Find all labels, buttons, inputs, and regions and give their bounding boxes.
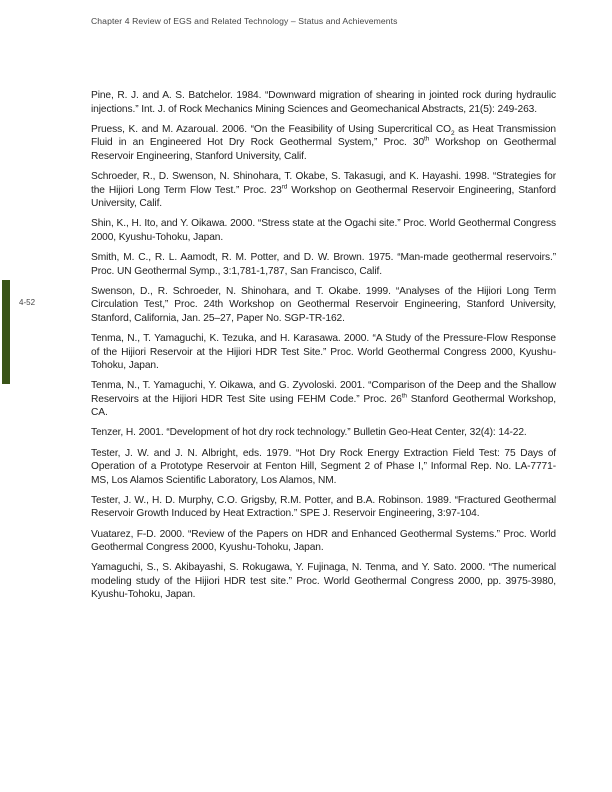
reference-entry [91, 426, 556, 440]
reference-entry [91, 123, 556, 164]
superscript: rd [281, 183, 288, 191]
reference-list [91, 89, 556, 609]
reference-entry [91, 89, 556, 116]
page-number: 4-52 [19, 298, 36, 307]
reference-entry [91, 217, 556, 244]
reference-text: Pruess, K. and M. Azaroual. 2006. “On the Feasibility of Using Supercritical CO [91, 123, 451, 135]
reference-entry [91, 251, 556, 278]
reference-text: Tenzer, H. 2001. “Development of hot dry rock technology.” Bulletin Geo-Heat Center, 32(4): 14-22. [91, 427, 527, 439]
reference-text: Swenson, D., R. Schroeder, N. Shinohara, and T. Okabe. 1999. “Analyses of the Hijiori Long Term Circulation Test,” Proc. 24th Workshop on Geothermal Reservoir Engineering, Stanford University, Stanford, California, Jan. 25–27, Paper No. SGP-TR-162. [91, 285, 556, 324]
reference-text: Tester, J. W., H. D. Murphy, C.O. Grigsby, R.M. Potter, and B.A. Robinson. 1989. “Fractured Geothermal Reservoir Growth Induced by Heat Extraction.” SPE J. Reservoir Engineering, 3:97-104. [91, 494, 556, 520]
reference-entry [91, 332, 556, 373]
superscript: th [424, 135, 430, 143]
reference-text: Schroeder, R., D. Swenson, N. Shinohara, T. Okabe, S. Takasugi, and K. Hayashi. 1998. “Strategies for the Hijiori Long Term Flow Test.” Proc. 23 [91, 170, 556, 196]
reference-entry [91, 494, 556, 521]
reference-text: Pine, R. J. and A. S. Batchelor. 1984. “Downward migration of shearing in jointed rock during hydraulic injections.” Int. J. of Rock Mechanics Mining Sciences and Geomechanical Abstracts, 21(5): 249-263. [91, 90, 556, 115]
reference-entry [91, 561, 556, 602]
reference-text: Smith, M. C., R. L. Aamodt, R. M. Potter, and D. W. Brown. 1975. “Man-made geothermal reservoirs.” Proc. UN Geothermal Symp., 3:1,781-1,787, San Francisco, Calif. [91, 251, 556, 277]
reference-text: Yamaguchi, S., S. Akibayashi, S. Rokugawa, Y. Fujinaga, N. Tenma, and Y. Sato. 2000. “The numerical modeling study of the Hijiori HDR test site.” Proc. World Geothermal Congress 2000, pp. 3975-3980, Kyushu-Tohoku, Japan. [91, 562, 556, 601]
reference-entry [91, 285, 556, 326]
reference-entry [91, 379, 556, 420]
reference-text: Workshop on Geothermal Reservoir Engineering, Stanford University, Calif. [91, 137, 556, 162]
reference-entry [91, 170, 556, 211]
reference-text: Workshop on Geothermal Reservoir Engineering, Stanford University, Calif. [91, 184, 556, 210]
reference-text: Stanford Geothermal Workshop, CA. [91, 393, 557, 419]
running-header: Chapter 4 Review of EGS and Related Technology – Status and Achievements [91, 16, 398, 26]
reference-text: Tenma, N., T. Yamaguchi, Y. Oikawa, and G. Zyvoloski. 2001. “Comparison of the Deep and the Shallow Reservoirs at the Hijiori HDR Test Site using FEHM Code.” Proc. 26 [91, 380, 556, 405]
reference-text: Tenma, N., T. Yamaguchi, K. Tezuka, and H. Karasawa. 2000. “A Study of the Pressure-Flow Response of the Hijiori Reservoir at the Hijiori HDR Test Site.” Proc. World Geothermal Congress 2000, Kyushu-Tohoku, Japan. [91, 332, 556, 372]
reference-text: Shin, K., H. Ito, and Y. Oikawa. 2000. “Stress state at the Ogachi site.” Proc. World Geothermal Congress 2000, Kyushu-Tohoku, Japan. [91, 218, 556, 243]
reference-text: as Heat Transmission Fluid in an Engineered Hot Dry Rock Geothermal System,” Proc. 30 [91, 123, 556, 149]
reference-entry [91, 447, 556, 488]
reference-text: Vuatarez, F-D. 2000. “Review of the Papers on HDR and Enhanced Geothermal Systems.” Proc. World Geothermal Congress 2000, Kyushu-Tohoku, Japan. [91, 528, 556, 554]
superscript: th [401, 392, 407, 400]
subscript: 2 [451, 129, 455, 137]
reference-text: Tester, J. W. and J. N. Albright, eds. 1979. “Hot Dry Rock Energy Extraction Field Test: 75 Days of Operation of a Prototype Reservoir at Fenton Hill, Segment 2 of Phase I,” Informal Rep. No. LA-7771-MS, Los Alamos Scientific Laboratory, Los Alamos, NM. [91, 447, 556, 486]
reference-entry [91, 528, 556, 555]
chapter-side-bar [2, 280, 10, 384]
